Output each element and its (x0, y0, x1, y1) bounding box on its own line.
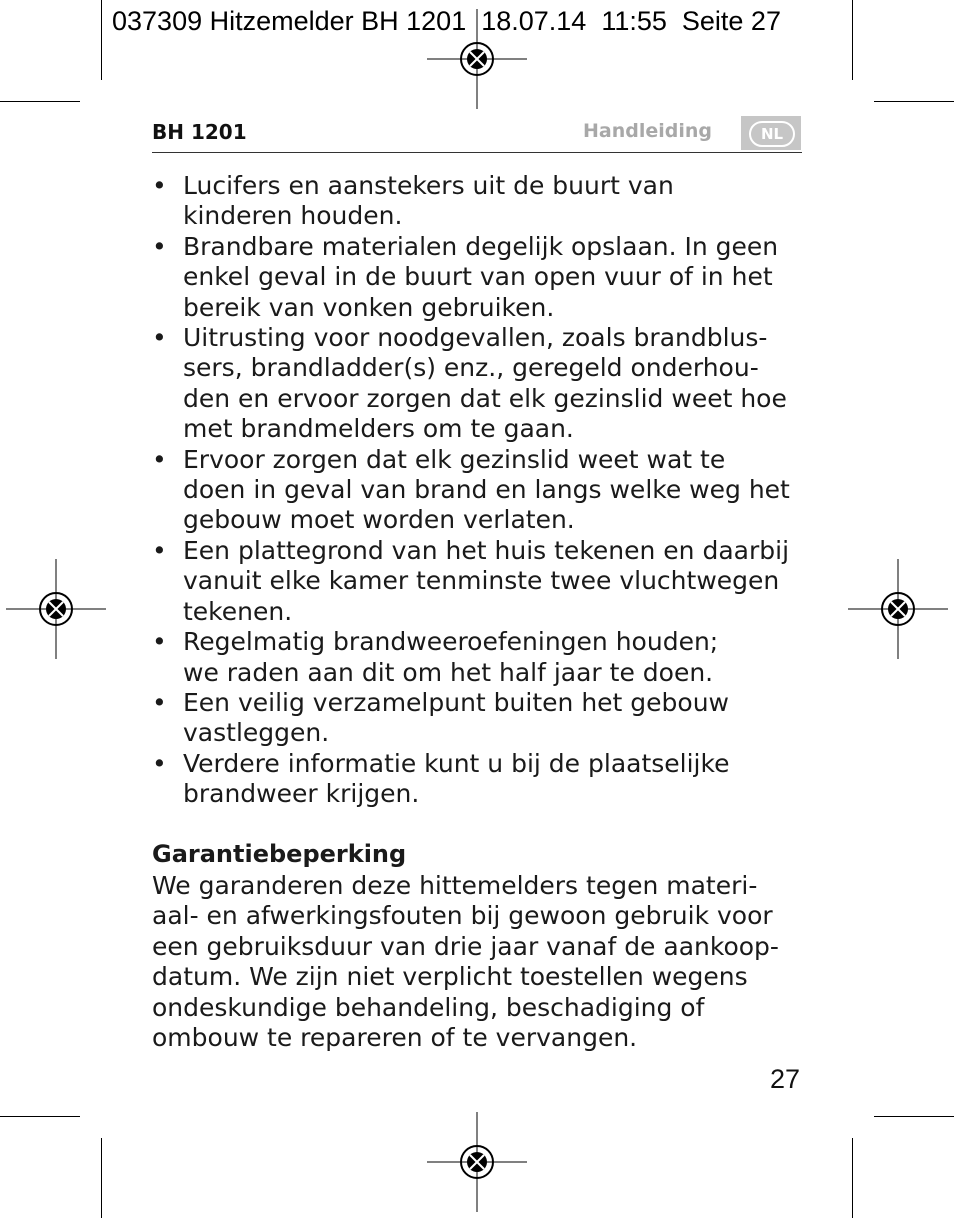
list-item (152, 749, 812, 810)
crop-mark-top-left-vertical (101, 0, 102, 80)
bullet-icon: • (152, 323, 167, 353)
list-item-line: tekenen. (183, 596, 293, 626)
list-item (152, 627, 812, 688)
list-item-line: doen in geval van brand en langs welke weg het (183, 475, 790, 505)
body-line: een gebruiksduur van drie jaar vanaf de aankoop- (152, 931, 779, 961)
header-model: BH 1201 (152, 120, 247, 144)
crop-mark-top-right-horizontal (874, 101, 954, 102)
bullet-icon: • (152, 444, 167, 474)
print-slug: 037309 Hitzemelder BH 1201 18.07.14 11:55 Seite 27 (112, 6, 781, 36)
bullet-icon: • (152, 687, 167, 717)
list-item-line: bereik van vonken gebruiken. (183, 292, 555, 322)
crop-mark-bottom-right-vertical (852, 1138, 853, 1218)
registration-mark-icon (6, 559, 106, 659)
list-item-line: Een veilig verzamelpunt buiten het gebouw (183, 687, 729, 717)
list-item-line: Uitrusting voor noodgevallen, zoals brandblus- (183, 323, 768, 353)
list-item-line: sers, brandladder(s) enz., geregeld onderhou- (183, 353, 759, 383)
registration-mark-icon (848, 559, 948, 659)
crop-mark-bottom-right-horizontal (874, 1116, 954, 1117)
list-item-line: gebouw moet worden verlaten. (183, 505, 575, 535)
bullet-icon: • (152, 627, 167, 657)
list-item (152, 232, 812, 323)
language-code: NL (749, 121, 795, 147)
body-line: datum. We zijn niet verplicht toestellen wegens (152, 962, 748, 992)
list-item-line: den en ervoor zorgen dat elk gezinslid weet hoe (183, 383, 787, 413)
list-item-line: Verdere informatie kunt u bij de plaatselijke (183, 748, 730, 778)
list-item-line: brandweer krijgen. (183, 779, 420, 809)
registration-mark-icon (427, 9, 527, 109)
body-line: We garanderen deze hittemelders tegen materi- (152, 871, 758, 900)
registration-mark-icon (427, 1112, 527, 1212)
list-item-line: kinderen houden. (183, 201, 403, 231)
list-item-line: we raden aan dit om het half jaar te doen. (183, 657, 714, 687)
list-item-line: Lucifers en aanstekers uit de buurt van (183, 171, 674, 200)
header-rule (152, 152, 802, 153)
list-item (152, 171, 812, 232)
list-item-line: vanuit elke kamer tenminste twee vluchtwegen (183, 566, 780, 596)
bullet-icon: • (152, 231, 167, 261)
list-item-line: Ervoor zorgen dat elk gezinslid weet wat te (183, 444, 726, 474)
list-item (152, 688, 812, 749)
crop-mark-bottom-left-horizontal (0, 1116, 80, 1117)
list-item (152, 536, 812, 627)
list-item-line: Een plattegrond van het huis tekenen en daarbij (183, 535, 790, 565)
bullet-icon: • (152, 535, 167, 565)
body-line: ondeskundige behandeling, beschadiging of (152, 992, 705, 1022)
list-item-line: Brandbare materialen degelijk opslaan. In geen (183, 231, 779, 261)
section-body (152, 871, 779, 1053)
list-item (152, 323, 812, 445)
section-title: Garantiebeperking (152, 840, 407, 868)
crop-mark-top-right-vertical (852, 0, 853, 80)
body-line: ombouw te repareren of te vervangen. (152, 1023, 638, 1053)
safety-tips-list (152, 171, 812, 810)
list-item-line: met brandmelders om te gaan. (183, 414, 574, 444)
language-badge (741, 116, 801, 150)
crop-mark-top-left-horizontal (0, 101, 80, 102)
header-section: Handleiding (583, 120, 713, 142)
list-item (152, 445, 812, 536)
bullet-icon: • (152, 748, 167, 778)
bullet-icon: • (152, 171, 167, 200)
crop-mark-bottom-left-vertical (101, 1138, 102, 1218)
body-line: aal- en afwerkingsfouten bij gewoon gebruik voor (152, 901, 773, 931)
list-item-line: Regelmatig brandweeroefeningen houden; (183, 627, 719, 657)
list-item-line: enkel geval in de buurt van open vuur of in het (183, 262, 773, 292)
page-number: 27 (770, 1064, 801, 1094)
list-item-line: vastleggen. (183, 718, 330, 748)
